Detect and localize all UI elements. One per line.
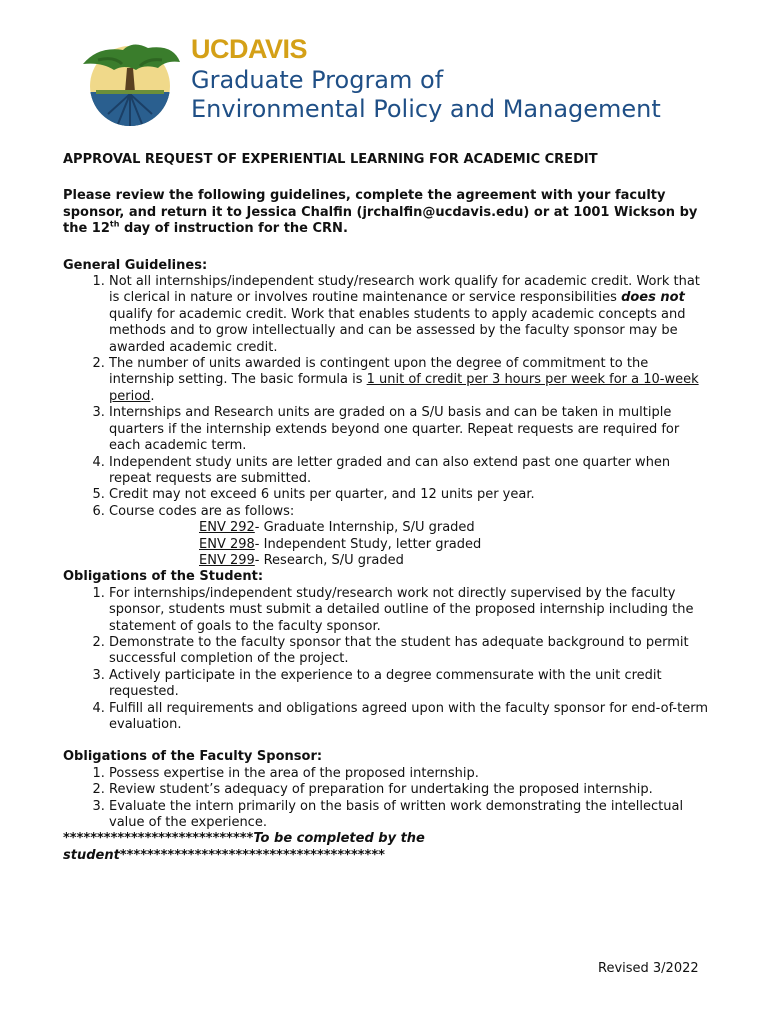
intro-text-1: Please review the following guidelines, complete the agreement with your faculty sponsor, and return it to Jessica Chalfin (jrchalfin@ucdavis.edu) or at 1001 Wickson by the 12 (63, 188, 698, 237)
sponsor-obligations-heading: Obligations of the Faculty Sponsor: (63, 749, 323, 765)
university-name: UCDAVIS (191, 34, 308, 64)
intro-superscript: th (109, 219, 120, 229)
sponsor-obligation-item: 1. Possess expertise in the area of the proposed internship. (109, 766, 713, 782)
guideline-item: 5. Credit may not exceed 6 units per quarter, and 12 units per year. (109, 487, 713, 503)
course-code-row (199, 520, 713, 536)
intro-paragraph (63, 188, 713, 237)
course-desc: - Graduate Internship, S/U graded (254, 520, 475, 536)
stars-before: **************************** (63, 831, 254, 847)
program-name-line2: Environmental Policy and Management (191, 95, 661, 123)
page-title: APPROVAL REQUEST OF EXPERIENTIAL LEARNING FOR ACADEMIC CREDIT (63, 152, 598, 167)
guideline-item (109, 504, 713, 570)
student-obligation-item: 2. Demonstrate to the faculty sponsor that the student has adequate background to permit successful completion of the project. (109, 635, 713, 668)
student-obligations-heading: Obligations of the Student: (63, 569, 264, 585)
course-desc: - Independent Study, letter graded (254, 536, 482, 552)
student-obligations-list (63, 586, 713, 734)
course-code: ENV 292 (199, 520, 255, 536)
student-obligation-item: 4. Fulfill all requirements and obligations agreed upon with the faculty sponsor for end-of-term evaluation. (109, 701, 713, 734)
guideline-text: Not all internships/independent study/research work qualify for academic credit. Work that is clerical in nature or involves routine maintenance or service responsibilities (109, 274, 700, 306)
guideline-text: . (150, 388, 155, 404)
guideline-item (109, 356, 713, 405)
guideline-item: 3. Internships and Research units are graded on a S/U basis and can be taken in multiple quarters if the internship extends beyond one quarter. Repeat requests are required for each academic term. (109, 405, 713, 454)
stars-after: *************************************** (119, 847, 385, 863)
program-name-line1: Graduate Program of (191, 66, 444, 94)
tree-logo-icon (78, 34, 183, 130)
intro-text-2: day of instruction for the CRN. (119, 221, 348, 237)
sponsor-obligation-item: 2. Review student’s adequacy of preparation for undertaking the proposed internship. (109, 782, 713, 798)
course-code-row (199, 553, 713, 569)
credit-formula: 1 unit of credit per 3 hours per week for a 10-week period (109, 372, 699, 404)
to-be-completed-banner (63, 831, 713, 864)
document-body (63, 152, 713, 864)
sponsor-obligations-list (63, 766, 713, 832)
emphasis-text: does not (621, 290, 685, 306)
general-guidelines-list (63, 274, 713, 569)
program-logo (78, 34, 698, 130)
revision-date: Revised 3/2022 (598, 961, 699, 976)
course-codes (109, 520, 713, 569)
guideline-text: The number of units awarded is contingent upon the degree of commitment to the internship setting. The basic formula is (109, 356, 649, 388)
general-guidelines-heading: General Guidelines: (63, 257, 208, 273)
course-code-row (199, 537, 713, 553)
student-obligation-item: 1. For internships/independent study/research work not directly supervised by the faculty sponsor, students must submit a detailed outline of the proposed internship including the statement of goals to the faculty sponsor. (109, 586, 713, 635)
course-code: ENV 299 (199, 552, 255, 568)
guideline-text: qualify for academic credit. Work that enables students to apply academic concepts and methods and to grow intellectually and can be assessed by the faculty sponsor may be awarded academic credit. (109, 306, 686, 355)
guideline-text: Course codes are as follows: (109, 503, 295, 519)
course-desc: - Research, S/U graded (254, 552, 404, 568)
student-obligation-item: 3. Actively participate in the experience to a degree commensurate with the unit credit requested. (109, 668, 713, 701)
to-be-completed-text: To be completed by the student (63, 831, 425, 863)
sponsor-obligation-item: 3. Evaluate the intern primarily on the basis of written work demonstrating the intellectual value of the experience. (109, 799, 713, 832)
course-code: ENV 298 (199, 536, 255, 552)
guideline-item: 4. Independent study units are letter graded and can also extend past one quarter when repeat requests are submitted. (109, 455, 713, 488)
guideline-item (109, 274, 713, 356)
